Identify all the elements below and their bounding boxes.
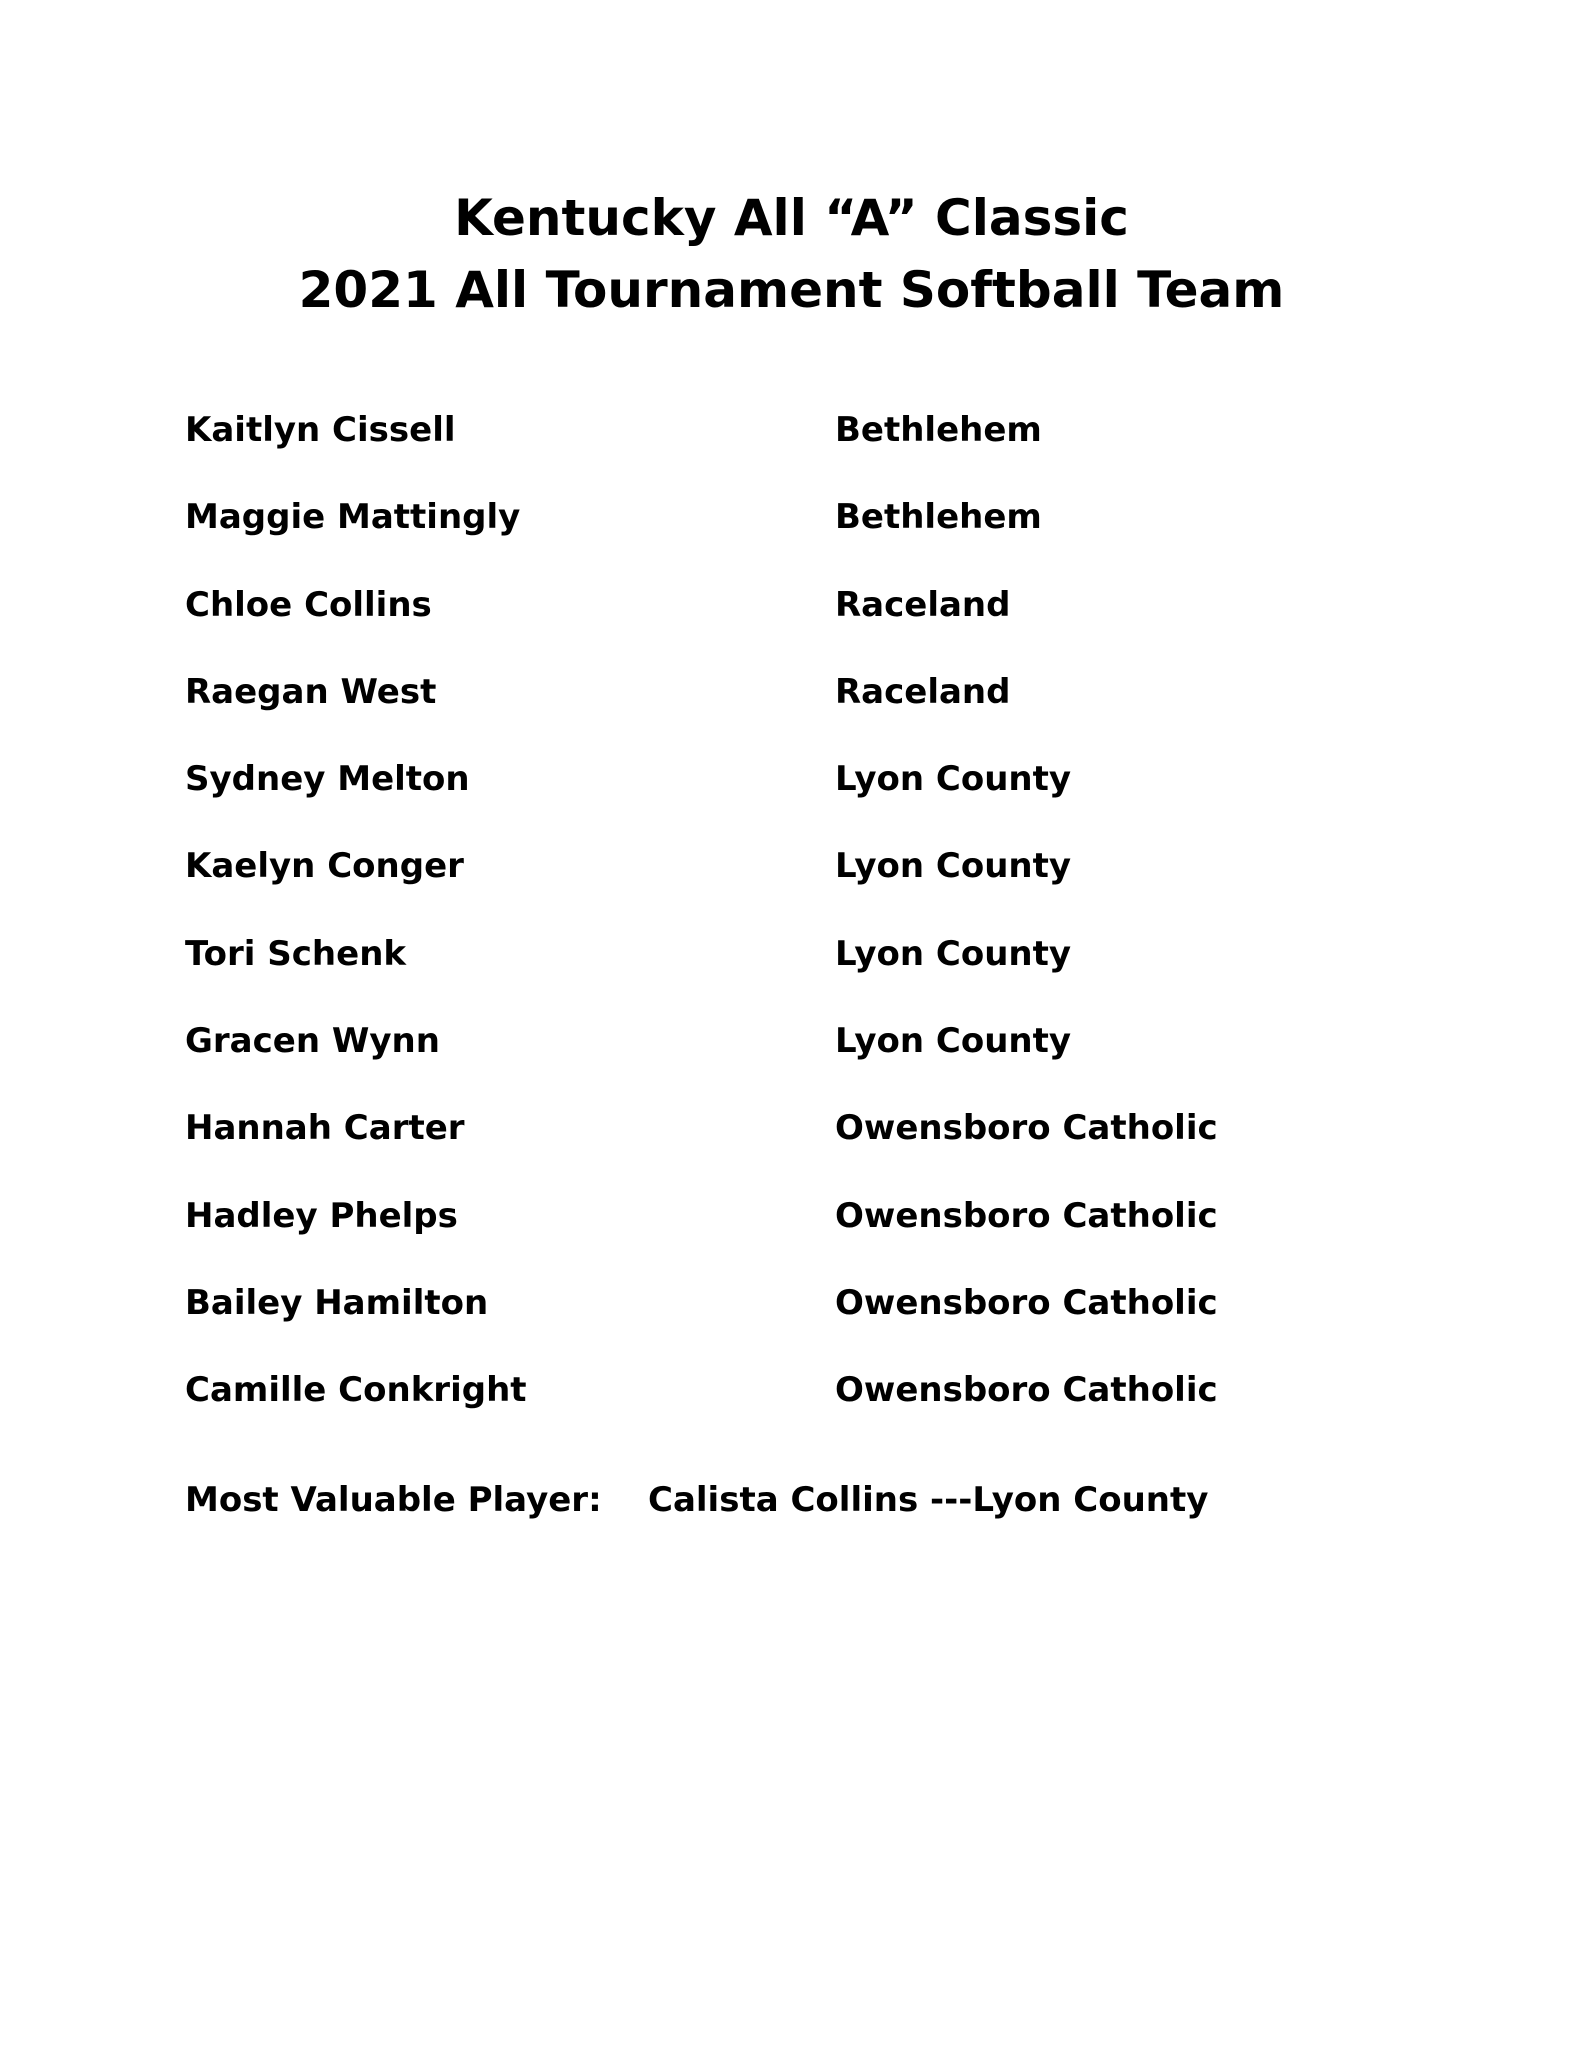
roster-row [185,1103,1435,1190]
page-subtitle: 2021 All Tournament Softball Team [298,261,1285,319]
player-name: Kaitlyn Cissell [185,410,456,450]
player-name: Raegan West [185,671,437,712]
player-name: Gracen Wynn [185,1021,440,1062]
roster-row [185,667,1435,754]
player-name: Hannah Carter [185,1108,465,1149]
player-school: Lyon County [835,1021,1072,1062]
roster-row [185,1278,1435,1365]
player-name: Hadley Phelps [185,1195,458,1236]
mvp-label: Most Valuable Player: [185,1480,602,1520]
roster-list [185,405,1435,1453]
roster-row [185,1191,1435,1278]
player-school: Lyon County [835,759,1072,800]
mvp-line [185,1475,1435,1525]
player-school: Owensboro Catholic [835,1195,1218,1236]
roster-row [185,1365,1435,1452]
player-school: Raceland [835,584,1011,625]
player-name: Maggie Mattingly [185,497,521,538]
player-school: Raceland [835,671,1011,712]
player-name: Camille Conkright [185,1370,527,1411]
mvp-value: Calista Collins ---Lyon County [648,1480,1209,1520]
player-school: Owensboro Catholic [835,1370,1218,1411]
player-name: Kaelyn Conger [185,846,464,887]
roster-row [185,1016,1435,1103]
roster-row [185,405,1435,492]
player-school: Bethlehem [835,410,1042,450]
page-title: Kentucky All “A” Classic [454,189,1129,247]
player-name: Tori Schenk [185,933,407,974]
player-school: Bethlehem [835,497,1042,538]
player-school: Owensboro Catholic [835,1108,1218,1149]
roster-row [185,754,1435,841]
player-school: Owensboro Catholic [835,1282,1218,1323]
roster-row [185,929,1435,1016]
player-name: Sydney Melton [185,759,470,800]
player-name: Chloe Collins [185,584,432,625]
player-school: Lyon County [835,933,1072,974]
roster-row [185,492,1435,579]
roster-row [185,841,1435,928]
player-name: Bailey Hamilton [185,1282,489,1323]
roster-row [185,580,1435,667]
player-school: Lyon County [835,846,1072,887]
